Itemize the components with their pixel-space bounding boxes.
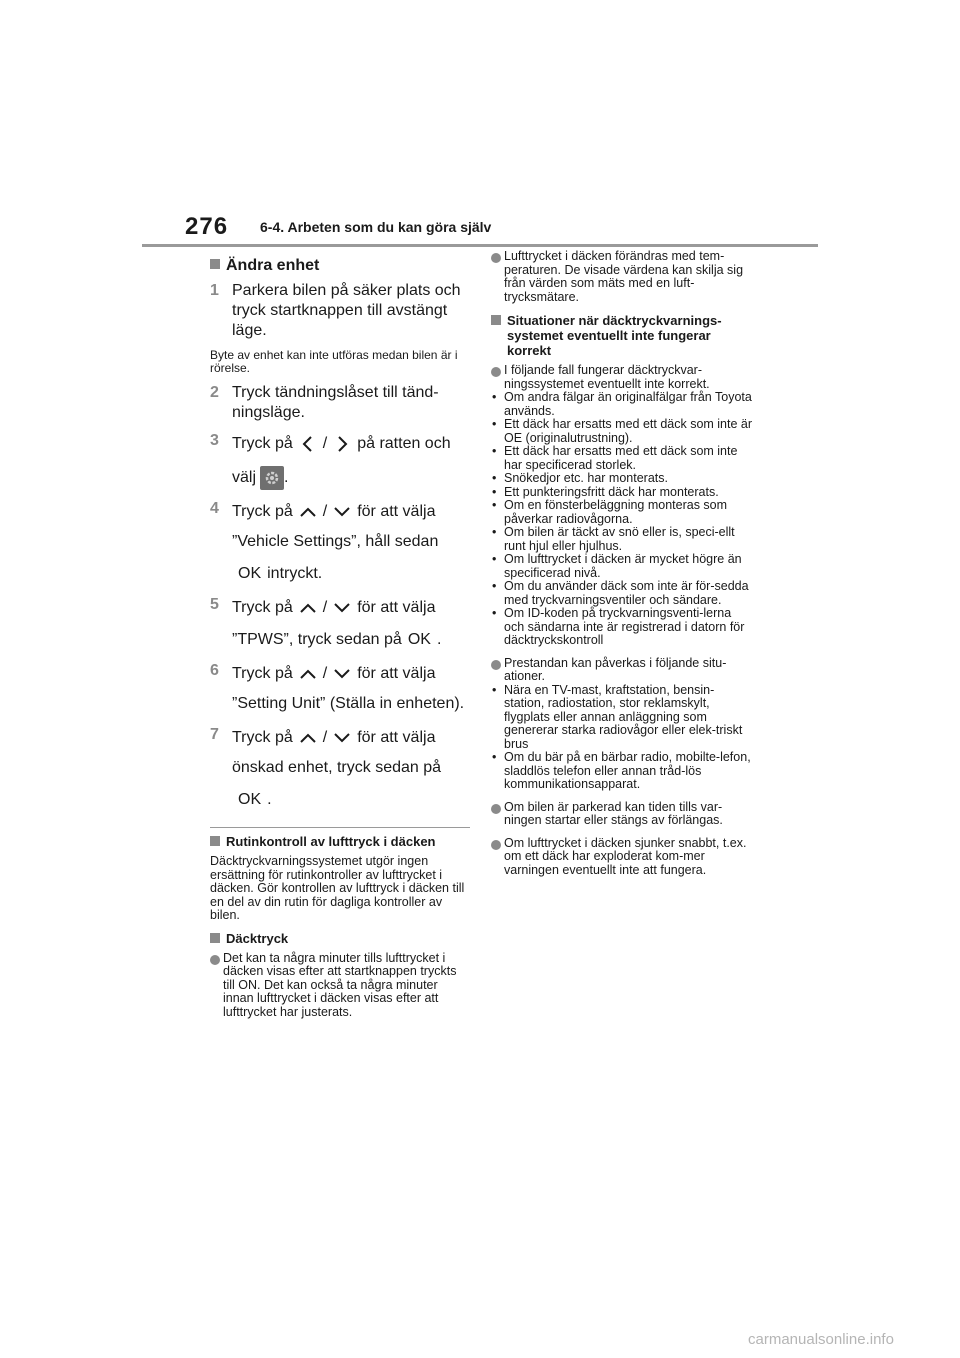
chevron-down-icon	[333, 599, 351, 617]
tire-pressure-text: Det kan ta några minuter tills lufttrycket i däcken visas efter att startknappen tryckts till ON. Det kan också ta några minuter innan lufttrycket i däcken visas efter att lufttrycket har justerats.	[210, 952, 470, 1020]
step-1: 1 Parkera bilen på säker plats och tryck startknappen till avstängt läge.	[210, 282, 461, 339]
chevron-down-icon	[333, 729, 351, 747]
list-item: • Om du bär på en bärbar radio, mobilte-lefon, sladdlös telefon eller annan tråd-lös kommunikationsapparat.	[491, 751, 753, 792]
note-moving: Byte av enhet kan inte utföras medan bilen är i rörelse.	[210, 348, 458, 375]
performance-block: Prestandan kan påverkas i följande situ-ationer. • Nära en TV-mast, kraftstation, bensin-station, radiostation, stor reklamskylt, flygplats eller annan anläggning som genererar starka radiovågor eller elek-triskt brus • Om du bär på en bärbar radio, mobilte-lefon, sladdlös telefon eller annan tråd-lös kommunikationsapparat.	[491, 657, 753, 792]
list-item: • Om bilen är täckt av snö eller is, speci-ellt runt hjul eller hjulhus.	[491, 526, 753, 553]
settings-gear-icon	[260, 466, 284, 490]
watermark: carmanualsonline.info	[748, 1331, 894, 1348]
step-5: 5 Tryck på / för att välja ”TPWS”, tryck sedan på OK .	[210, 596, 442, 648]
list-item: • Ett punkteringsfritt däck har monterats.	[491, 486, 753, 500]
step-2: 2 Tryck tändningslåset till tänd-ningsläge.	[210, 384, 439, 421]
left-column	[210, 255, 470, 1028]
list-item: • Snökedjor etc. har monterats.	[491, 472, 753, 486]
performance-list	[491, 684, 753, 792]
step-3: 3 Tryck på / på ratten och välj .	[210, 431, 470, 491]
round-bullet-icon	[491, 367, 501, 377]
step-4: 4 Tryck på / för att välja ”Vehicle Settings”, håll sedan OK intryckt.	[210, 500, 439, 582]
square-bullet-icon	[210, 933, 220, 943]
chevron-down-icon	[333, 665, 351, 683]
round-bullet-icon	[491, 660, 501, 670]
section-divider	[210, 827, 470, 828]
section-title: 6-4. Arbeten som du kan göra själv	[260, 219, 492, 235]
cases-list	[491, 391, 753, 648]
heading-situations: Situationer när däcktryckvarnings-systemet eventuellt inte fungerar korrekt	[491, 313, 753, 358]
round-bullet-icon	[210, 955, 220, 965]
chevron-up-icon	[299, 729, 317, 747]
list-item: • Om du använder däck som inte är för-sedda med tryckvarningsventiler och sändare.	[491, 580, 753, 607]
routine-text: Däcktryckvarningssystemet utgör ingen ersättning för rutinkontroller av lufttrycket i däcken. Gör kontrollen av lufttryck i däcken till en del av din rutin för dagliga kontroller av bilen.	[210, 854, 465, 922]
cases-block: I följande fall fungerar däcktryckvar-ningssystemet eventuellt inte korrekt. • Om andra fälgar än originalfälgar från Toyota används. • Ett däck har ersatts med ett däck som inte är OE (originalutrustning). • Ett däck har ersatts med ett däck som inte har specificerad storlek. • Snökedjor etc. har monterats. • Ett punkteringsfritt däck har monterats. • Om en fönsterbeläggning monteras som påverkar radiovågorna. • Om bilen är täckt av snö eller is, speci-ellt runt hjul eller hjulhus. • Om lufttrycket i däcken är mycket högre än specificerad nivå. • Om du använder däck som inte är för-sedda med tryckvarningsventiler och sändare. • Om ID-koden på tryckvarningsventi-lerna och sändarna inte är registrerad i datorn för däcktryckskontroll	[491, 364, 753, 648]
chevron-up-icon	[299, 599, 317, 617]
square-bullet-icon	[491, 315, 501, 325]
heading-routine-check: Rutinkontroll av lufttryck i däcken	[210, 834, 470, 849]
list-item: • Ett däck har ersatts med ett däck som inte är OE (originalutrustning).	[491, 418, 753, 445]
ok-button-icon: OK	[238, 791, 262, 808]
heading-tire-pressure: Däcktryck	[210, 931, 470, 946]
right-column	[491, 250, 753, 886]
page-number: 276	[185, 213, 229, 240]
round-bullet-icon	[491, 253, 501, 263]
parked-text: Om bilen är parkerad kan tiden tills var-ningen startar eller stängs av förlängas.	[491, 801, 753, 828]
ok-button-icon: OK	[238, 565, 262, 582]
round-bullet-icon	[491, 804, 501, 814]
square-bullet-icon	[210, 836, 220, 846]
heading-change-unit: Ändra enhet	[210, 257, 470, 275]
step-7: 7 Tryck på / för att välja önskad enhet, tryck sedan på OK .	[210, 726, 442, 808]
chevron-down-icon	[333, 503, 351, 521]
square-bullet-icon	[210, 259, 220, 269]
list-item: • Om lufttrycket i däcken är mycket högre än specificerad nivå.	[491, 553, 753, 580]
chevron-up-icon	[299, 665, 317, 683]
round-bullet-icon	[491, 840, 501, 850]
list-item: • Om ID-koden på tryckvarningsventi-lerna och sändarna inte är registrerad i datorn för däcktryckskontroll	[491, 607, 753, 648]
chevron-left-icon	[299, 435, 317, 453]
step-6: 6 Tryck på / för att välja ”Setting Unit” (Ställa in enheten).	[210, 662, 465, 712]
chevron-up-icon	[299, 503, 317, 521]
list-item: • Om andra fälgar än originalfälgar från Toyota används.	[491, 391, 753, 418]
list-item: • Nära en TV-mast, kraftstation, bensin-station, radiostation, stor reklamskylt, flygplats eller annan anläggning som genererar starka radiovågor eller elek-triskt brus	[491, 684, 753, 752]
chevron-right-icon	[333, 435, 351, 453]
ok-button-icon: OK	[407, 631, 431, 648]
pressure-drop-text: Om lufttrycket i däcken sjunker snabbt, t.ex. om ett däck har exploderat kom-mer varningen eventuellt inte att fungera.	[491, 837, 753, 878]
list-item: • Om en fönsterbeläggning monteras som påverkar radiovågorna.	[491, 499, 753, 526]
list-item: • Ett däck har ersatts med ett däck som inte har specificerad storlek.	[491, 445, 753, 472]
temperature-text: Lufttrycket i däcken förändras med tem-peraturen. De visade värdena kan skilja sig från värden som mäts med en luft-trycksmätare.	[491, 250, 753, 304]
header-rule	[142, 244, 818, 247]
